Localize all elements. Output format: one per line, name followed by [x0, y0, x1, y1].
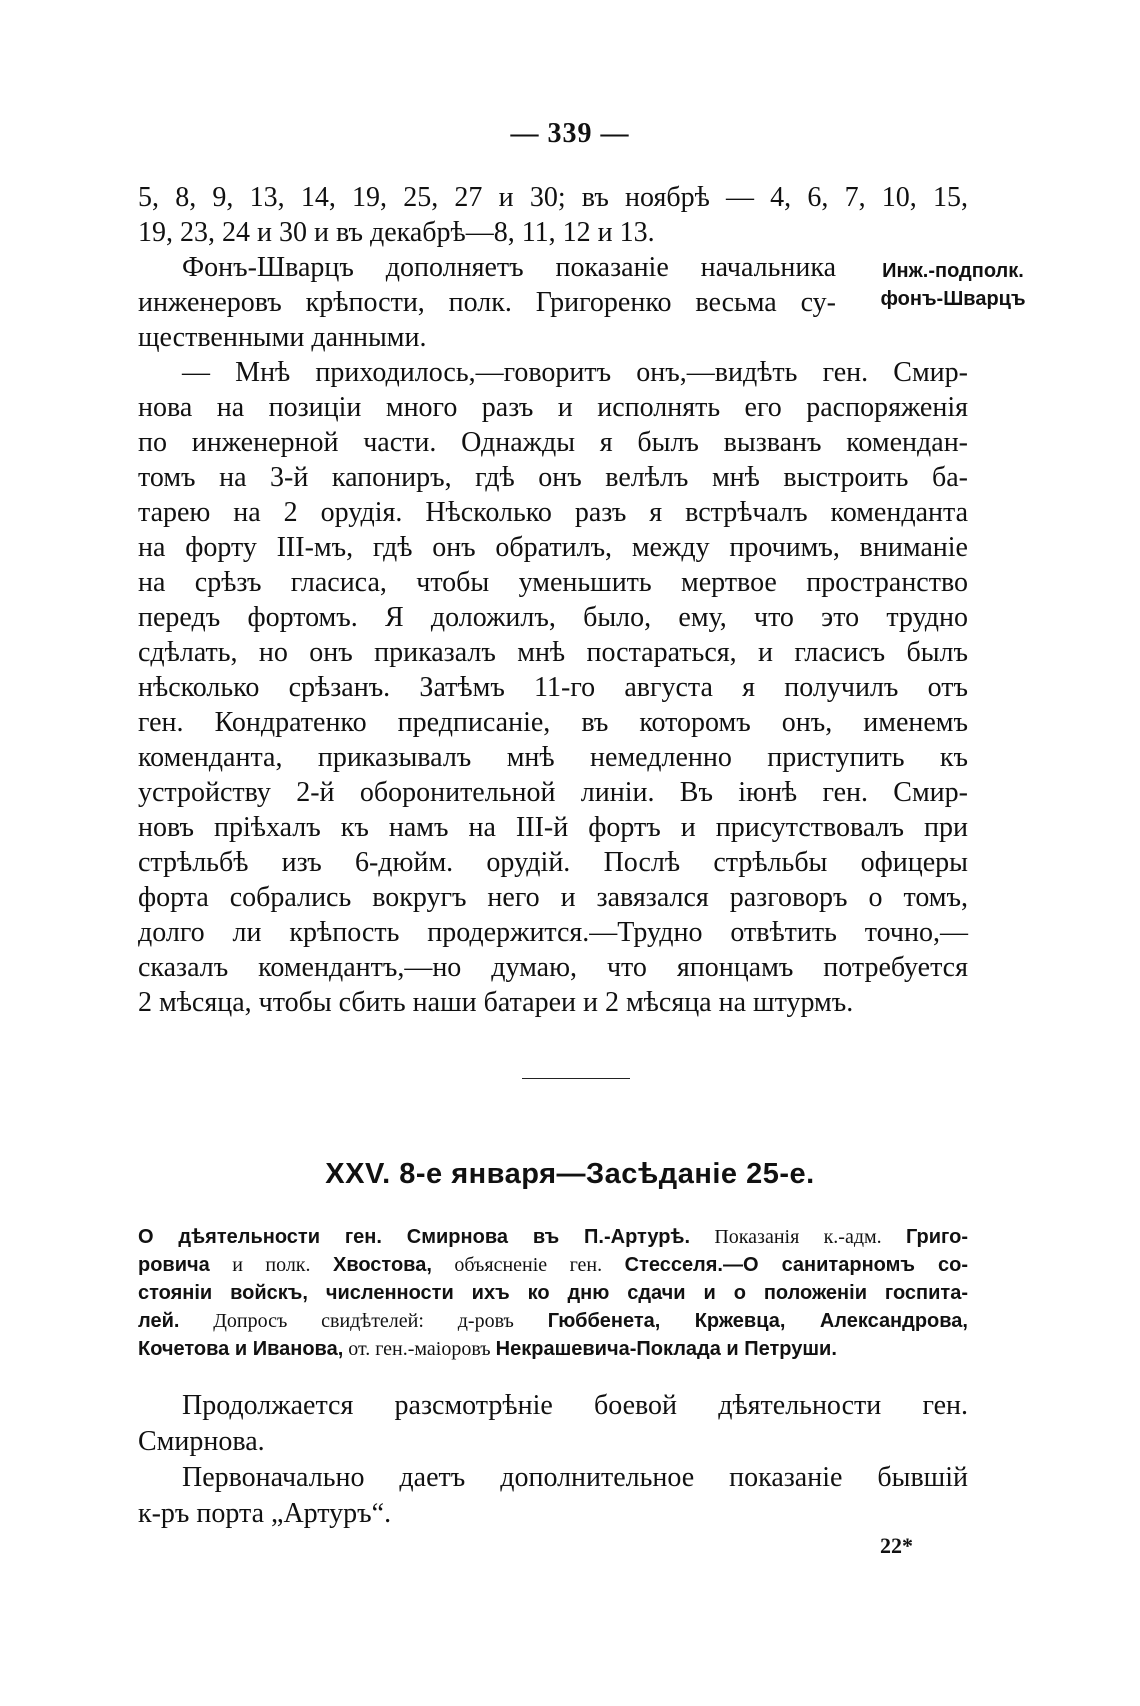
text-line: Первоначально даетъ дополнительное показаніе бывшій: [182, 1462, 968, 1493]
text-line: — Мнѣ приходилось,—говоритъ онъ,—видѣть ген. Смир-: [182, 357, 968, 388]
text-line: ген. Кондратенко предписаніе, въ которомъ онъ, именемъ: [138, 707, 968, 738]
summary-line: [138, 1251, 968, 1279]
text-line: к-ръ порта „Артуръ“.: [138, 1498, 392, 1529]
text-line: устройству 2-й оборонительной линіи. Въ іюнѣ ген. Смир-: [138, 777, 968, 808]
text-line: тарею на 2 орудія. Нѣсколько разъ я встрѣчалъ коменданта: [138, 497, 968, 528]
text-line: Продолжается разсмотрѣніе боевой дѣятельности ген.: [182, 1390, 968, 1421]
summary-run: Кочетова и Иванова,: [138, 1338, 344, 1360]
text-line: долго ли крѣпость продержится.—Трудно отвѣтить точно,—: [138, 917, 968, 948]
text-line: коменданта, приказывалъ мнѣ немедленно приступить къ: [138, 742, 968, 773]
body-text: [138, 180, 968, 1020]
summary-line: [138, 1307, 968, 1335]
signature-mark: 22*: [880, 1533, 913, 1558]
text-line: на форту III-мъ, гдѣ онъ обратилъ, между прочимъ, вниманіе: [138, 532, 968, 563]
text-line: инженеровъ крѣпости, полк. Григоренко весьма су-: [138, 287, 836, 318]
text-line: стрѣльбѣ изъ 6-дюйм. орудій. Послѣ стрѣльбы офицеры: [138, 847, 968, 878]
summary-line: [138, 1335, 968, 1363]
text-line: сдѣлать, но онъ приказалъ мнѣ постараться, и гласисъ былъ: [138, 637, 968, 668]
margin-note-line: фонъ-Шварцъ: [880, 288, 1026, 310]
summary-run: Хвостова,: [332, 1254, 432, 1276]
summary-run: О дѣятельности ген. Смирнова въ П.-Артурѣ.: [138, 1226, 691, 1248]
text-line: Фонъ-Шварцъ дополняетъ показаніе начальника: [182, 252, 836, 283]
text-line: томъ на 3-й капониръ, гдѣ онъ велѣлъ мнѣ выстроить ба-: [138, 462, 968, 493]
summary-run: Гюббенета, Кржевца, Александрова,: [547, 1310, 968, 1332]
margin-note-line: Инж.-подполк.: [882, 260, 1024, 282]
summary-run: стояніи войскъ, численности ихъ ко дню сдачи и о положеніи госпита-: [138, 1282, 968, 1304]
text-line: по инженерной части. Однажды я былъ вызванъ комендан-: [138, 427, 968, 458]
text-line: нова на позиціи много разъ и исполнять его распоряженія: [138, 392, 968, 423]
section-divider: [522, 1078, 630, 1079]
summary-run: ровича: [138, 1254, 210, 1276]
text-line: на срѣзъ гласиса, чтобы уменьшить мертвое пространство: [138, 567, 968, 598]
paragraph-2: [138, 355, 968, 1020]
summary-run: Допросъ свидѣтелей: д-ровъ: [179, 1310, 548, 1332]
summary-run: лей.: [138, 1310, 180, 1332]
text-line: передъ фортомъ. Я доложилъ, было, ему, что это трудно: [138, 602, 968, 633]
section-body: [138, 1388, 968, 1532]
paragraph-1: [138, 250, 836, 355]
summary-run: Стесселя.—О санитарномъ со-: [624, 1254, 968, 1276]
summary-run: объясненіе ген.: [431, 1254, 625, 1276]
text-line: Смирнова.: [138, 1426, 265, 1457]
page-number: — 339 —: [510, 118, 630, 149]
text-line: нѣсколько срѣзанъ. Затѣмъ 11-го августа я получилъ отъ: [138, 672, 968, 703]
text-line: новъ пріѣхалъ къ намъ на III-й фортъ и присутствовалъ при: [138, 812, 968, 843]
summary-run: и полк.: [209, 1254, 333, 1276]
text-line: 19, 23, 24 и 30 и въ декабрѣ—8, 11, 12 и 13.: [138, 217, 655, 248]
summary-run: Показанія к.-адм.: [690, 1226, 906, 1248]
text-line: 5, 8, 9, 13, 14, 19, 25, 27 и 30; въ ноябрѣ — 4, 6, 7, 10, 15,: [138, 182, 968, 213]
margin-note: [873, 257, 1033, 313]
summary-line: [138, 1223, 968, 1251]
text-line: сказалъ комендантъ,—но думаю, что японцамъ потребуется: [138, 952, 968, 983]
text-line: форта собрались вокругъ него и завязался разговоръ о томъ,: [138, 882, 968, 913]
text-line: 2 мѣсяца, чтобы сбить наши батареи и 2 мѣсяца на штурмъ.: [138, 987, 854, 1018]
summary-run: Григо-: [905, 1226, 968, 1248]
section-heading: XXV. 8-е января—Засѣданіе 25-е.: [325, 1158, 815, 1190]
summary-run: от. ген.-маіоровъ: [343, 1338, 496, 1360]
summary-run: Некрашевича-Поклада и Петруши.: [495, 1338, 837, 1360]
summary-line: [138, 1279, 968, 1307]
section-summary: [138, 1223, 968, 1363]
text-line: щественными данными.: [138, 322, 427, 353]
